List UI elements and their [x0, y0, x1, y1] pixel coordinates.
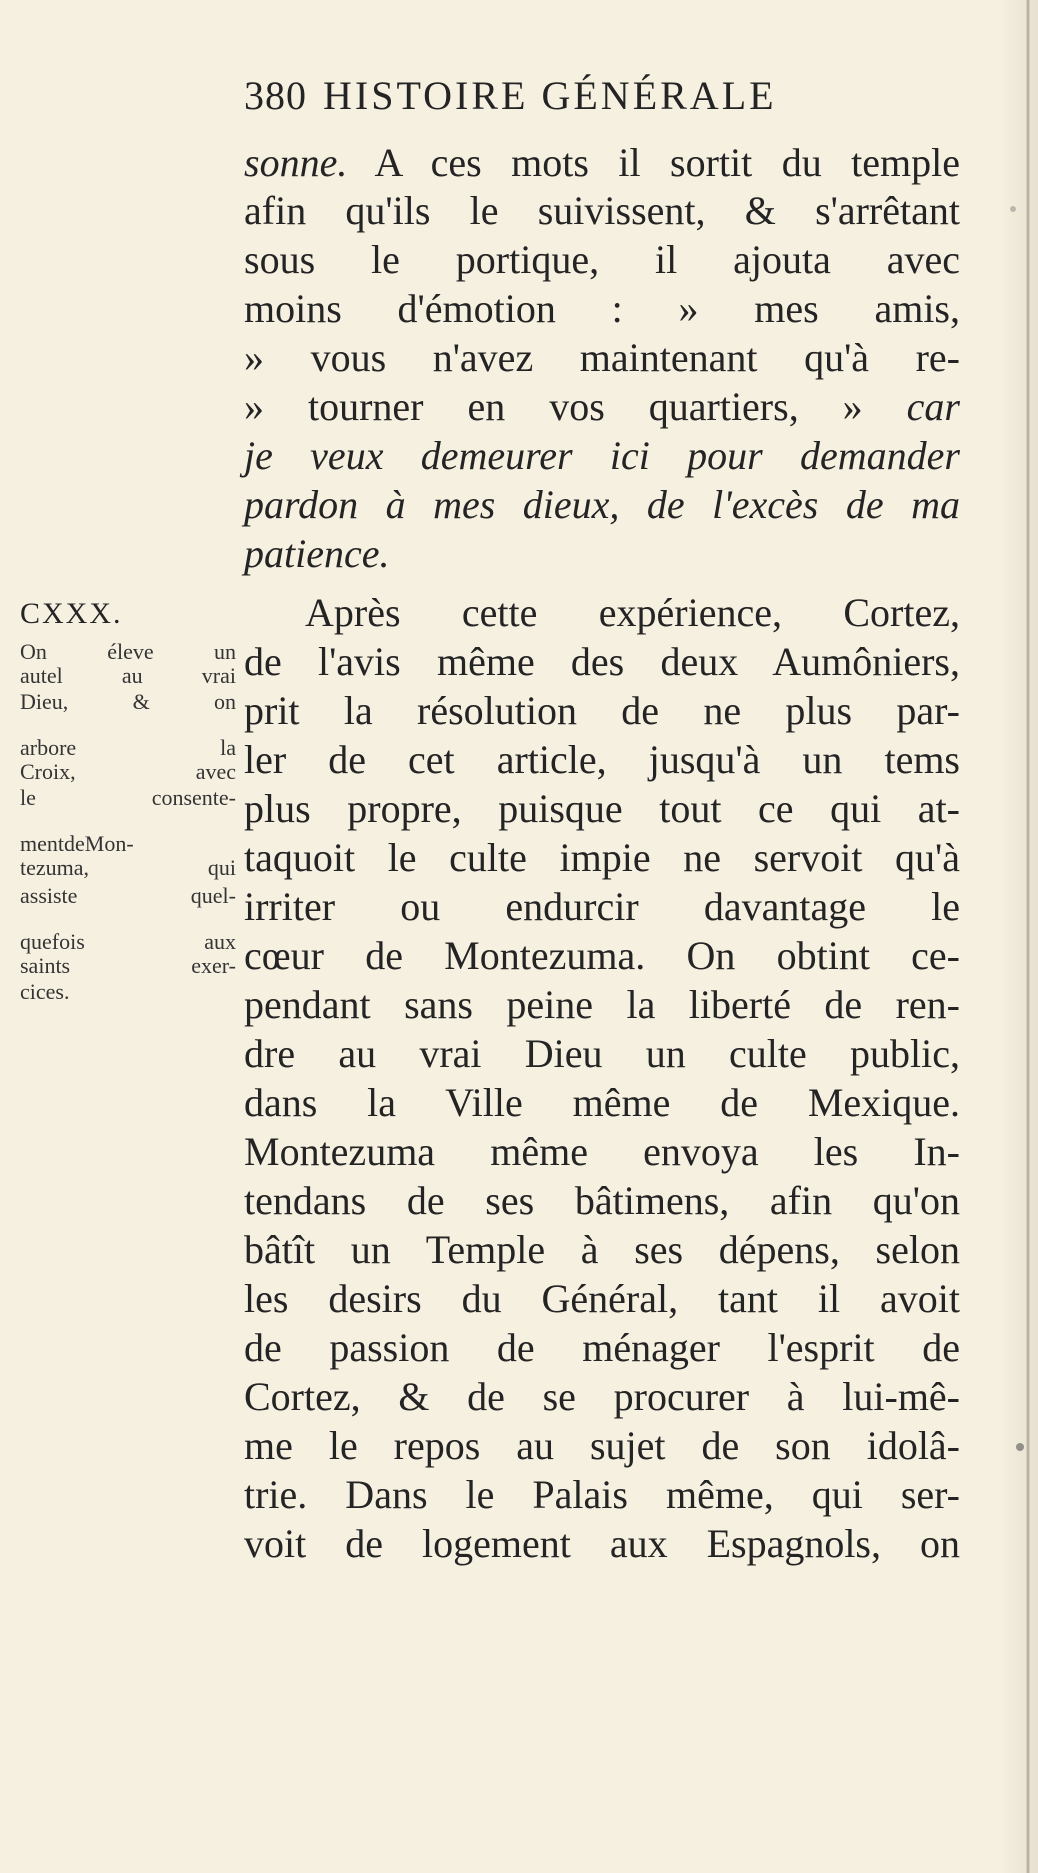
page-title: HISTOIRE GÉNÉRALE [323, 73, 777, 118]
marginal-note-line: saints exer- [20, 953, 236, 978]
marginal-note-line: arbore la [20, 735, 236, 760]
text-line: moins d'émotion : » mes amis, [244, 286, 960, 331]
marginal-note-line: Croix, avec [20, 759, 236, 784]
text-line: me le repos au sujet de son idolâ- [244, 1423, 960, 1468]
text-line: de l'avis même des deux Aumôniers, [244, 639, 960, 684]
text-line: Cortez, & de se procurer à lui-mê- [244, 1374, 960, 1419]
marginal-note-line: Dieu, & on [20, 689, 236, 714]
marginal-note-line: On éleve un [20, 639, 236, 664]
text-line: afin qu'ils le suivissent, & s'arrêtant [244, 188, 960, 233]
text-line: sous le portique, il ajouta avec [244, 237, 960, 282]
marginal-note-line: tezuma, qui [20, 855, 236, 880]
marginal-note-line: autel au vrai [20, 663, 236, 688]
text-line: irriter ou endurcir davantage le [244, 884, 960, 929]
text-line: les desirs du Général, tant il avoit [244, 1276, 960, 1321]
paragraph-opening-line: Après cette expérience, Cortez, [305, 590, 960, 635]
page-shadow [1000, 0, 1038, 1873]
marginal-note-line: cices. [20, 979, 70, 1004]
text-line: tendans de ses bâtimens, afin qu'on [244, 1178, 960, 1223]
marginal-note-line: le consente- [20, 785, 236, 810]
text-line: dre au vrai Dieu un culte public, [244, 1031, 960, 1076]
text-line: taquoit le culte impie ne servoit qu'à [244, 835, 960, 880]
text-line: dans la Ville même de Mexique. [244, 1080, 960, 1125]
text-line: Montezuma même envoya les In- [244, 1129, 960, 1174]
text-line: pendant sans peine la liberté de ren- [244, 982, 960, 1027]
text-line: cœur de Montezuma. On obtint ce- [244, 933, 960, 978]
text-line: prit la résolution de ne plus par- [244, 688, 960, 733]
marginal-note-line: quefois aux [20, 929, 236, 954]
ink-speck [1010, 206, 1016, 212]
text-line: » vous n'avez maintenant qu'à re- [244, 335, 960, 380]
marginal-note-line: mentdeMon- [20, 831, 134, 856]
ink-speck [1016, 1443, 1024, 1451]
marginal-note-line: assiste quel- [20, 883, 236, 908]
text-line: patience. [244, 531, 390, 576]
page-edge [1026, 0, 1030, 1873]
text-line: plus propre, puisque tout ce qui at- [244, 786, 960, 831]
text-line: ler de cet article, jusqu'à un tems [244, 737, 960, 782]
running-head [244, 72, 777, 119]
text-line: de passion de ménager l'esprit de [244, 1325, 960, 1370]
text-line: voit de logement aux Espagnols, on [244, 1521, 960, 1566]
text-line: sonne. A ces mots il sortit du temple [244, 140, 960, 185]
page-number: 380 [244, 73, 307, 118]
text-line: trie. Dans le Palais même, qui ser- [244, 1472, 960, 1517]
text-line: » tourner en vos quartiers, » car [244, 384, 960, 429]
text-line: je veux demeurer ici pour demander [244, 433, 960, 478]
chapter-number: CXXX. [20, 597, 123, 630]
text-line: pardon à mes dieux, de l'excès de ma [244, 482, 960, 527]
text-line: bâtît un Temple à ses dépens, selon [244, 1227, 960, 1272]
